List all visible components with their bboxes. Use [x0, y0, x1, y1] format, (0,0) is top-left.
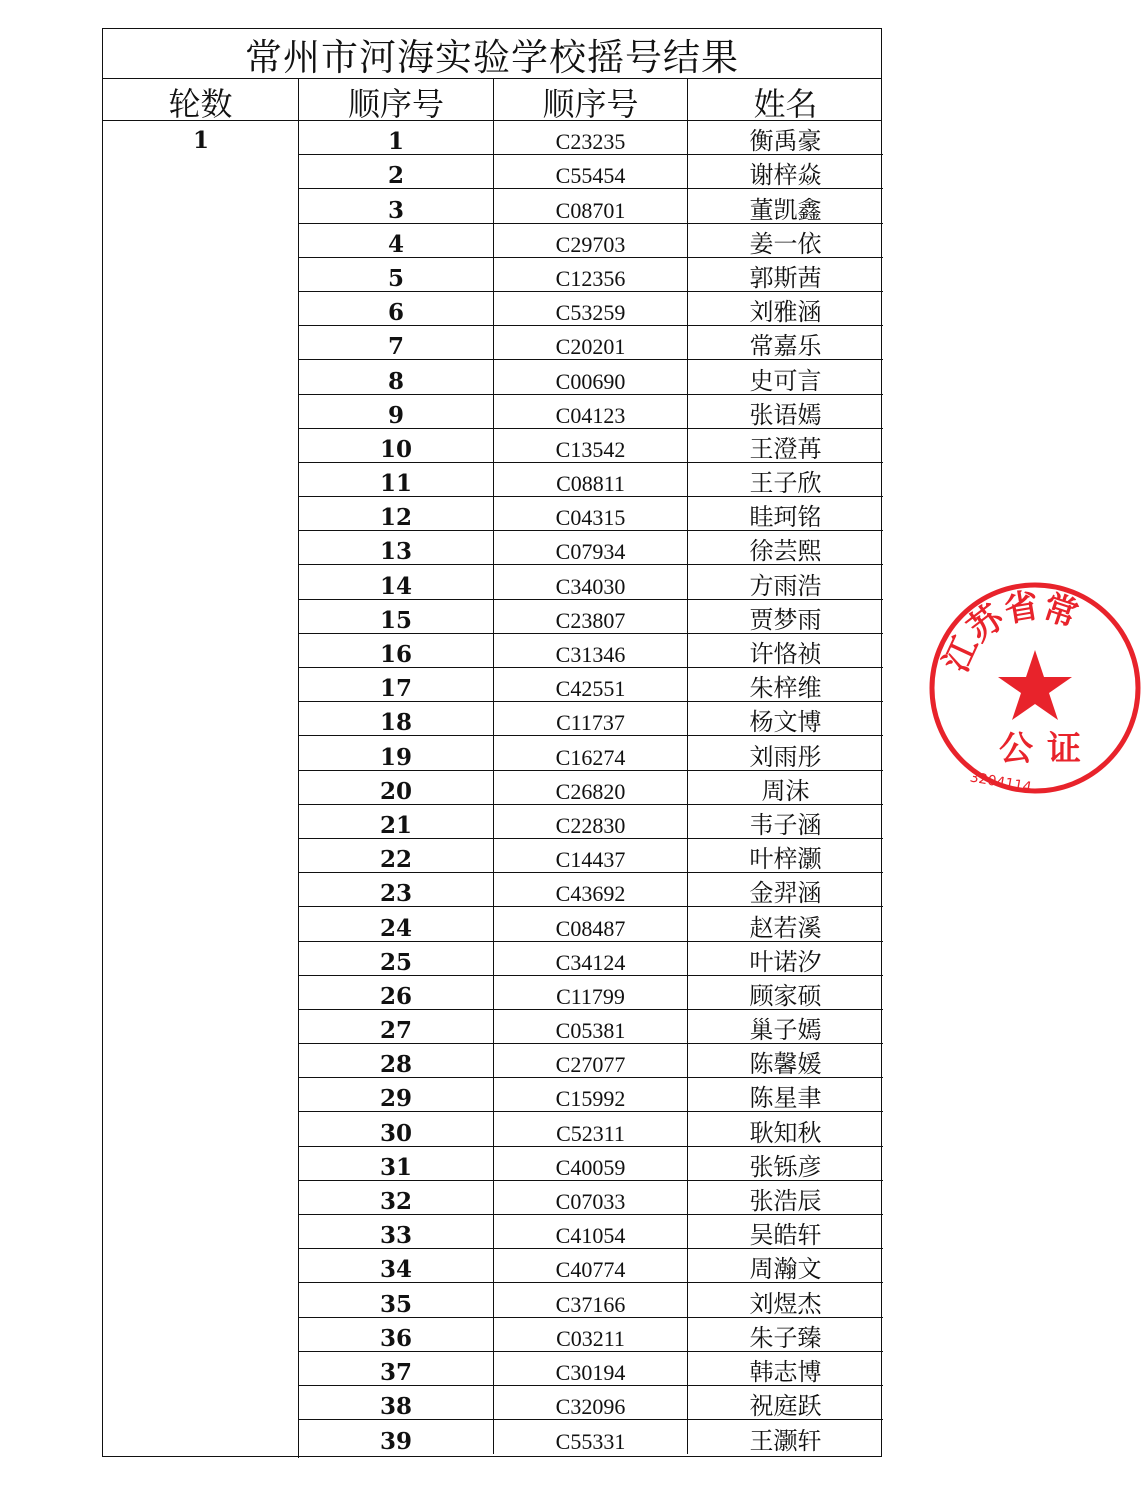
- row-name: 耿知秋: [749, 1118, 822, 1147]
- header-round: 轮数: [103, 79, 299, 125]
- row-name: 陈星聿: [749, 1084, 822, 1113]
- row-code: C05381: [494, 1010, 688, 1043]
- row-sequence: 14: [299, 565, 494, 598]
- results-table: [102, 28, 882, 1457]
- seal-text: 江苏省常: [936, 585, 1083, 678]
- table-row: [299, 600, 883, 634]
- row-name: 董凯鑫: [749, 195, 822, 224]
- table-row: [299, 976, 883, 1010]
- row-sequence: 38: [299, 1386, 494, 1419]
- row-sequence: 36: [299, 1318, 494, 1351]
- row-name: 郭斯茜: [749, 263, 822, 292]
- row-code: C07033: [494, 1181, 688, 1214]
- row-code: C34124: [494, 942, 688, 975]
- row-sequence: 3: [299, 189, 494, 222]
- row-code: C15992: [494, 1078, 688, 1111]
- row-name: 赵若溪: [749, 913, 822, 942]
- row-code: C55454: [494, 155, 688, 188]
- table-row: [299, 1078, 883, 1112]
- row-sequence: 6: [299, 292, 494, 325]
- row-sequence: 32: [299, 1181, 494, 1214]
- table-row: [299, 1147, 883, 1181]
- row-sequence: 13: [299, 531, 494, 564]
- row-sequence: 12: [299, 497, 494, 530]
- row-name: 刘雅涵: [749, 298, 822, 327]
- row-code: C41054: [494, 1215, 688, 1248]
- table-body: [103, 121, 881, 1458]
- row-name: 衡禹豪: [749, 127, 822, 156]
- table-row: [299, 463, 883, 497]
- row-name: 常嘉乐: [749, 332, 822, 361]
- row-sequence: 39: [299, 1420, 494, 1454]
- row-code: C29703: [494, 224, 688, 257]
- table-row: [299, 805, 883, 839]
- table-row: [299, 395, 883, 429]
- row-sequence: 11: [299, 463, 494, 496]
- row-code: C27077: [494, 1044, 688, 1077]
- row-name: 王灏轩: [749, 1427, 822, 1456]
- row-name: 谢梓焱: [749, 161, 822, 190]
- row-name: 刘雨彤: [749, 742, 822, 771]
- row-name: 韦子涵: [749, 810, 822, 839]
- row-name: 眭珂铭: [749, 503, 822, 532]
- row-code: C07934: [494, 531, 688, 564]
- row-code: C23235: [494, 121, 688, 154]
- table-row: [299, 189, 883, 223]
- notary-seal: [925, 578, 1145, 798]
- table-row: [299, 907, 883, 941]
- table-row: [299, 1215, 883, 1249]
- table-row: [299, 224, 883, 258]
- table-row: [299, 1386, 883, 1420]
- document-title: 常州市河海实验学校摇号结果: [103, 29, 881, 79]
- row-code: C11799: [494, 976, 688, 1009]
- row-name: 朱梓维: [749, 674, 822, 703]
- seal-star-icon: [998, 650, 1072, 720]
- row-name: 王子欣: [749, 469, 822, 498]
- row-code: C40059: [494, 1147, 688, 1180]
- seal-number: 3204114: [968, 769, 1033, 796]
- table-row: [299, 771, 883, 805]
- row-name: 张浩辰: [749, 1187, 822, 1215]
- row-name: 韩志博: [749, 1357, 822, 1386]
- table-row: [299, 1283, 883, 1317]
- row-sequence: 5: [299, 258, 494, 291]
- row-name: 朱子臻: [749, 1323, 822, 1352]
- row-sequence: 25: [299, 942, 494, 975]
- row-name: 许恪祯: [749, 640, 822, 668]
- row-name: 祝庭跃: [749, 1392, 822, 1421]
- row-name: 张铄彦: [749, 1152, 822, 1181]
- row-name: 叶诺汐: [749, 947, 822, 976]
- table-row: [299, 360, 883, 394]
- row-sequence: 10: [299, 429, 494, 462]
- row-sequence: 8: [299, 360, 494, 393]
- row-code: C00690: [494, 360, 688, 393]
- row-sequence: 29: [299, 1078, 494, 1111]
- round-column: [103, 121, 299, 1458]
- row-sequence: 21: [299, 805, 494, 838]
- row-code: C23807: [494, 600, 688, 633]
- row-code: C04315: [494, 497, 688, 530]
- row-sequence: 35: [299, 1283, 494, 1316]
- row-code: C30194: [494, 1352, 688, 1385]
- row-code: C22830: [494, 805, 688, 838]
- row-name: 顾家硕: [749, 981, 822, 1010]
- row-code: C08811: [494, 463, 688, 496]
- row-code: C12356: [494, 258, 688, 291]
- row-sequence: 20: [299, 771, 494, 804]
- row-code: C08487: [494, 907, 688, 940]
- row-name: 叶梓灏: [749, 845, 822, 874]
- header-sequence: 顺序号: [299, 79, 494, 125]
- row-code: C08701: [494, 189, 688, 222]
- table-header: [103, 79, 881, 121]
- table-row: [299, 1352, 883, 1386]
- row-sequence: 34: [299, 1249, 494, 1282]
- row-code: C53259: [494, 292, 688, 325]
- table-row: [299, 326, 883, 360]
- row-name: 姜一依: [749, 229, 822, 258]
- table-row: [299, 258, 883, 292]
- row-code: C37166: [494, 1283, 688, 1316]
- table-row: [299, 155, 883, 189]
- table-row: [299, 1420, 883, 1454]
- row-code: C42551: [494, 668, 688, 701]
- table-rows: [299, 121, 883, 1454]
- table-row: [299, 1181, 883, 1215]
- row-sequence: 18: [299, 702, 494, 735]
- table-row: [299, 531, 883, 565]
- row-code: C03211: [494, 1318, 688, 1351]
- row-code: C26820: [494, 771, 688, 804]
- seal-bottom-text: 公证: [999, 729, 1095, 769]
- row-sequence: 31: [299, 1147, 494, 1180]
- row-name: 周瀚文: [749, 1255, 822, 1284]
- header-name: 姓名: [753, 85, 818, 123]
- table-row: [299, 1318, 883, 1352]
- table-row: [299, 942, 883, 976]
- row-sequence: 24: [299, 907, 494, 940]
- row-code: C14437: [494, 839, 688, 872]
- row-name: 陈馨媛: [749, 1050, 822, 1079]
- row-name: 金羿涵: [749, 879, 822, 908]
- table-row: [299, 429, 883, 463]
- row-sequence: 30: [299, 1112, 494, 1145]
- table-row: [299, 1010, 883, 1044]
- row-sequence: 33: [299, 1215, 494, 1248]
- row-name: 王澄苒: [749, 434, 822, 463]
- row-name: 方雨浩: [749, 571, 822, 600]
- table-row: [299, 839, 883, 873]
- row-sequence: 28: [299, 1044, 494, 1077]
- row-name: 贾梦雨: [749, 605, 822, 634]
- row-code: C31346: [494, 634, 688, 667]
- table-row: [299, 1112, 883, 1146]
- table-row: [299, 873, 883, 907]
- table-row: [299, 565, 883, 599]
- row-code: C52311: [494, 1112, 688, 1145]
- table-row: [299, 1249, 883, 1283]
- row-code: C16274: [494, 736, 688, 769]
- row-sequence: 4: [299, 224, 494, 257]
- table-row: [299, 1044, 883, 1078]
- table-row: [299, 668, 883, 702]
- row-sequence: 27: [299, 1010, 494, 1043]
- row-sequence: 17: [299, 668, 494, 701]
- row-sequence: 9: [299, 395, 494, 428]
- row-name: 周沫: [761, 776, 810, 805]
- table-row: [299, 292, 883, 326]
- row-code: C32096: [494, 1386, 688, 1419]
- row-sequence: 22: [299, 839, 494, 872]
- row-name: 刘煜杰: [749, 1289, 822, 1318]
- row-sequence: 37: [299, 1352, 494, 1385]
- row-name: 徐芸熙: [749, 537, 822, 566]
- row-code: C34030: [494, 565, 688, 598]
- row-name: 巢子嫣: [749, 1016, 822, 1045]
- row-sequence: 16: [299, 634, 494, 667]
- row-sequence: 15: [299, 600, 494, 633]
- row-name: 杨文博: [749, 708, 822, 737]
- table-row: [299, 634, 883, 668]
- row-sequence: 7: [299, 326, 494, 359]
- row-code: C40774: [494, 1249, 688, 1282]
- row-code: C13542: [494, 429, 688, 462]
- row-code: C20201: [494, 326, 688, 359]
- row-sequence: 19: [299, 736, 494, 769]
- table-row: [299, 121, 883, 155]
- row-code: C43692: [494, 873, 688, 906]
- row-name: 史可言: [749, 366, 822, 395]
- round-number: 1: [192, 127, 209, 154]
- header-code: 顺序号: [494, 79, 688, 125]
- row-name: 吴皓轩: [749, 1221, 822, 1250]
- row-code: C11737: [494, 702, 688, 735]
- row-sequence: 23: [299, 873, 494, 906]
- row-code: C04123: [494, 395, 688, 428]
- table-row: [299, 702, 883, 736]
- row-sequence: 2: [299, 155, 494, 188]
- row-sequence: 1: [299, 121, 494, 154]
- row-code: C55331: [494, 1420, 688, 1454]
- row-name: 张语嫣: [749, 400, 822, 429]
- row-sequence: 26: [299, 976, 494, 1009]
- table-row: [299, 497, 883, 531]
- table-row: [299, 736, 883, 770]
